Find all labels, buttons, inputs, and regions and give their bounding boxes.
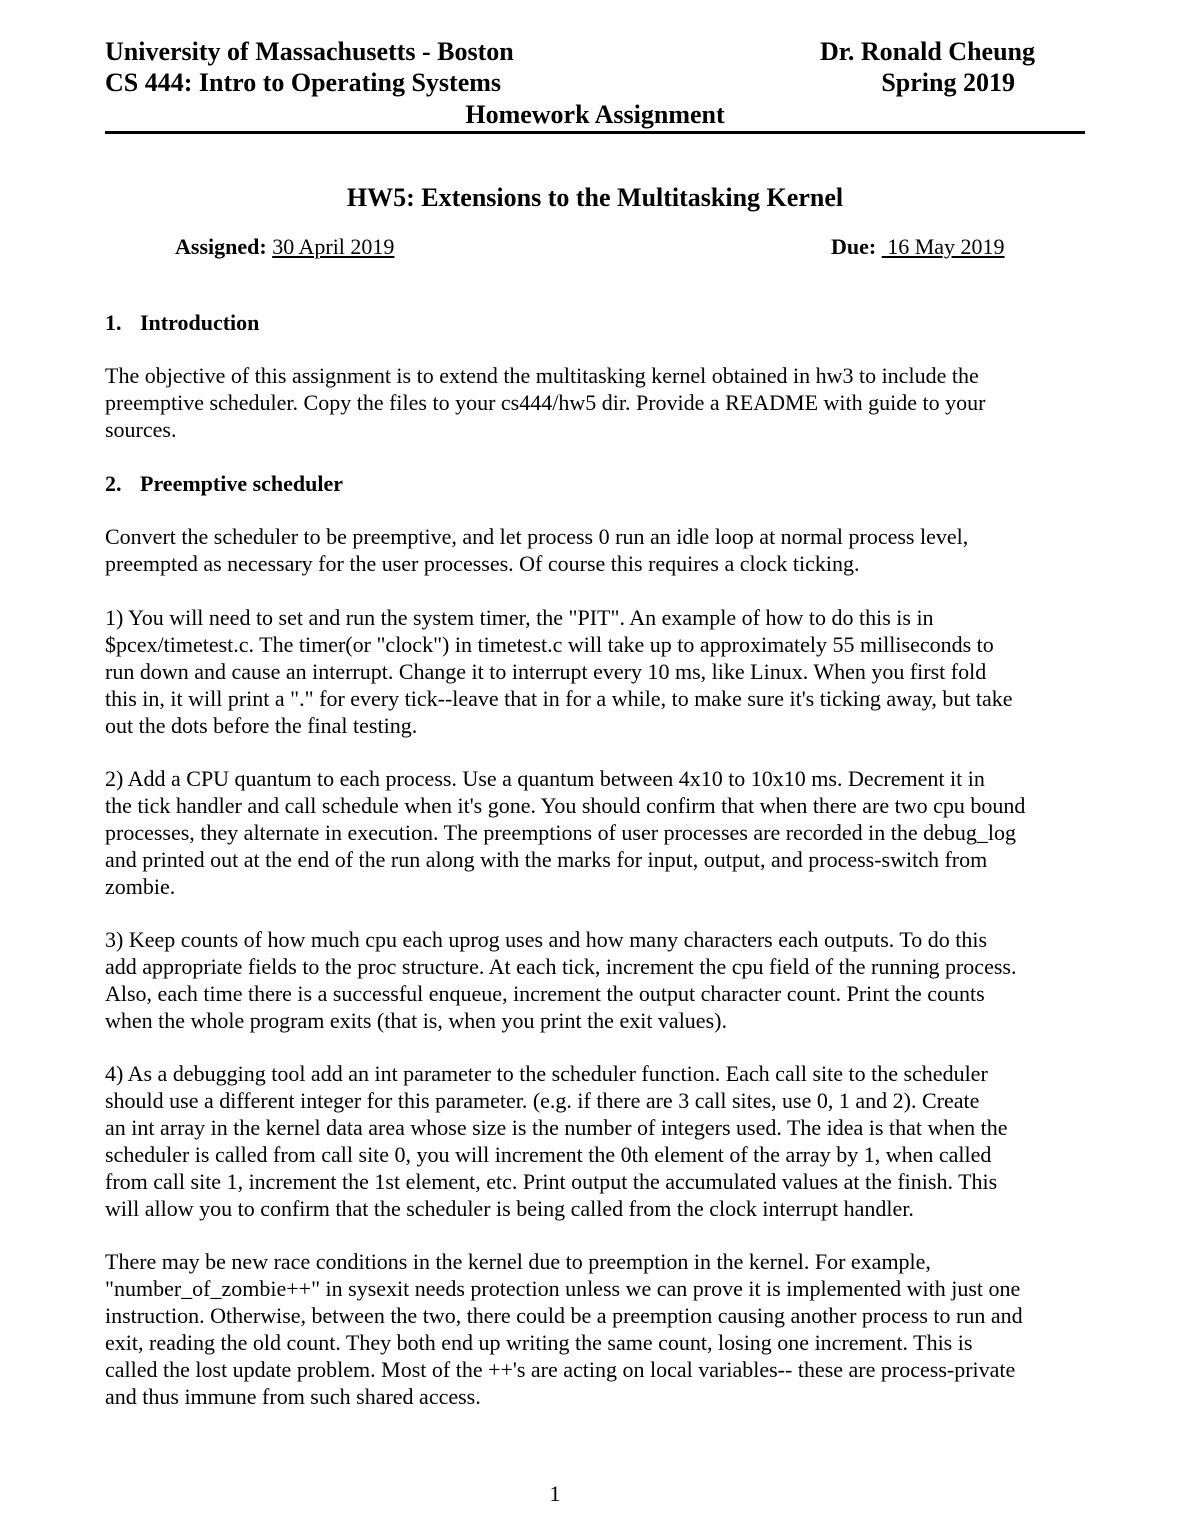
item-3-paragraph: 3) Keep counts of how much cpu each uprog uses and how many characters each outputs. To do this add appropriate fields to the proc structure. At each tick, increment the cpu field of the running process. Also, each time there is a successful enqueue, increment the output character count. Print the counts when the whole program exits (that is, when you print the exit values). [105,927,1017,1033]
section-heading-introduction [105,309,259,336]
page-number: 1 [549,1481,561,1506]
due-value: 16 May 2019 [881,234,1005,259]
item-2-paragraph: 2) Add a CPU quantum to each process. Use a quantum between 4x10 to 10x10 ms. Decrement it in the tick handler and call schedule when it's gone. You should confirm that when there are two cpu bound processes, they alternate in execution. The preemptions of user processes are recorded in the debug_log and printed out at the end of the run along with the marks for input, output, and process-switch from zombie. [105,766,1026,899]
item-1-paragraph: 1) You will need to set and run the system timer, the "PIT". An example of how to do this is in $pcex/timetest.c. The timer(or "clock") in timetest.c will take up to approximately 55 milliseconds to run down and cause an interrupt. Change it to interrupt every 10 ms, like Linux. When you first fold this in, it will print a "." for every tick--leave that in for a while, to make sure it's ticking away, but take out the dots before the final testing. [105,605,1013,738]
header-divider [105,131,1085,134]
section-number: 1. [105,310,122,335]
section-title: Introduction [140,310,260,335]
intro-paragraph: The objective of this assignment is to extend the multitasking kernel obtained in hw3 to include the preemptive scheduler. Copy the files to your cs444/hw5 dir. Provide a README with guide to your sources. [105,363,986,442]
assigned-value: 30 April 2019 [272,234,395,259]
item-4-paragraph: 4) As a debugging tool add an int parameter to the scheduler function. Each call site to the scheduler should use a different integer for this parameter. (e.g. if there are 3 call sites, use 0, 1 and 2). Create an int array in the kernel data area whose size is the number of integers used. The idea is that when the scheduler is called from call site 0, you will increment the 0th element of the array by 1, when called from call site 1, increment the 1st element, etc. Print output the accumulated values at the finish. This will allow you to confirm that the scheduler is being called from the clock interrupt handler. [105,1061,1008,1221]
instructor-name: Dr. Ronald Cheung [819,37,1035,66]
section-number: 2. [105,471,122,496]
race-conditions-paragraph: There may be new race conditions in the kernel due to preemption in the kernel. For example, "number_of_zombie++" in sysexit needs protection unless we can prove it is implemented with just one instruction. Otherwise, between the two, there could be a preemption causing another process to run and exit, reading the old count. They both end up writing the same count, losing one increment. This is called the lost update problem. Most of the ++'s are acting on local variables-- these are process-private and thus immune from such shared access. [105,1249,1023,1409]
institution-name: University of Massachusetts - Boston [105,37,514,66]
term: Spring 2019 [881,68,1015,97]
scheduler-intro-paragraph: Convert the scheduler to be preemptive, and let process 0 run an idle loop at normal process level, preempted as necessary for the user processes. Of course this requires a clock ticking. [105,524,969,576]
section-title: Preemptive scheduler [140,471,344,496]
due-date [831,233,1005,261]
course-name: CS 444: Intro to Operating Systems [105,68,502,97]
due-label: Due: [831,234,877,259]
assignment-title: HW5: Extensions to the Multitasking Kernel [346,183,844,212]
assigned-date [175,233,394,261]
header-row-1 [105,37,1035,67]
header-row-2 [105,68,1015,98]
document-type: Homework Assignment [465,100,725,129]
assigned-label: Assigned: [175,234,267,259]
section-heading-preemptive-scheduler [105,470,343,497]
